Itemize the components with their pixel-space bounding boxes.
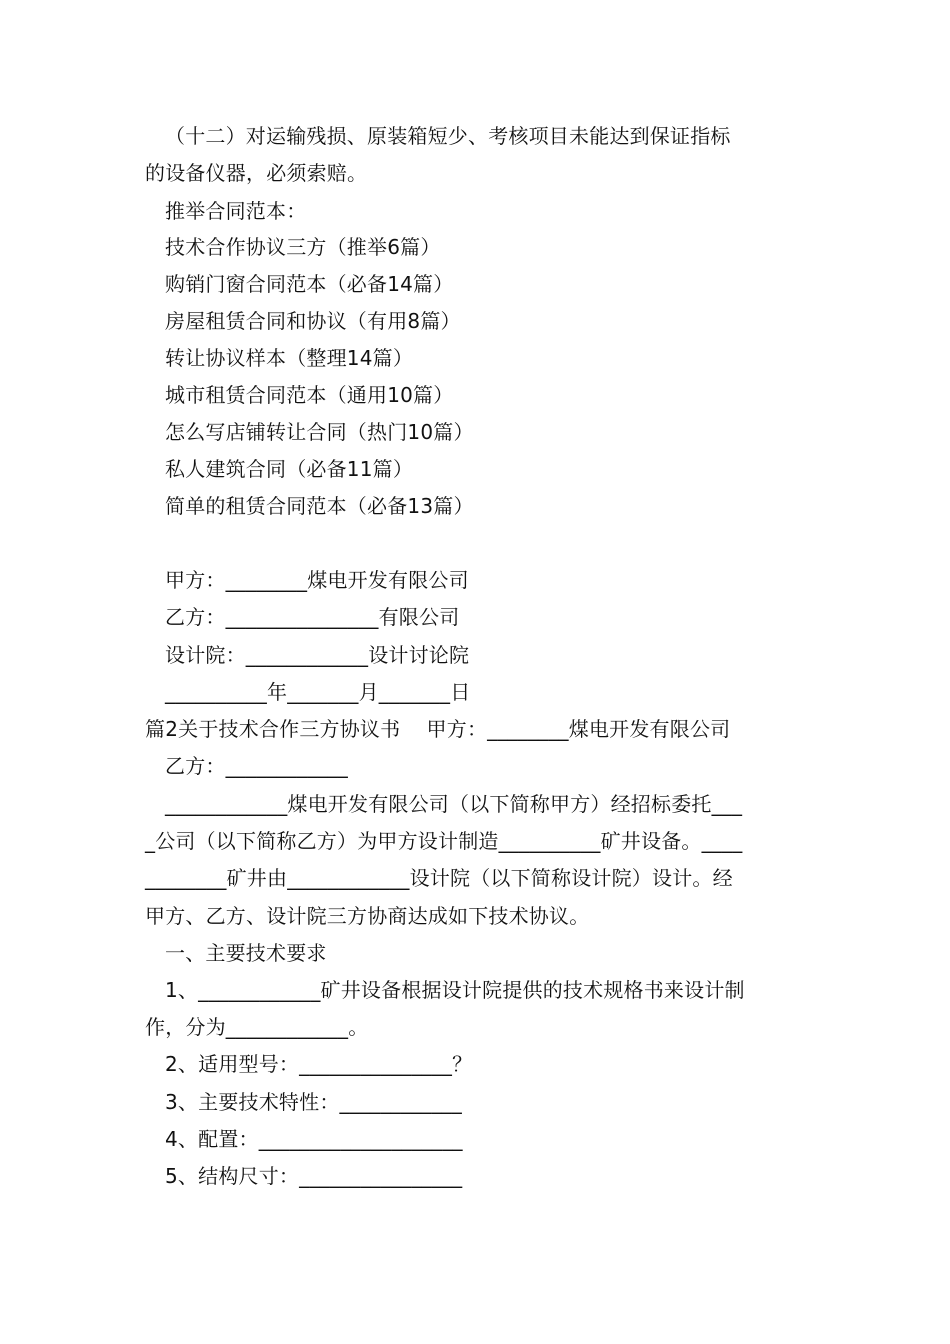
recommend-item[interactable]: 转让协议样本（整理14篇） [165, 346, 414, 370]
recommend-item[interactable]: 私人建筑合同（必备11篇） [165, 457, 414, 481]
paragraph-12-line-1: （十二）对运输残损、原装箱短少、考核项目未能达到保证指标 [165, 124, 731, 148]
recommend-item[interactable]: 技术合作协议三方（推举6篇） [165, 235, 441, 259]
recommend-item[interactable]: 房屋租赁合同和协议（有用8篇） [165, 309, 461, 333]
article-2-intro-line: _公司（以下简称乙方）为甲方设计制造__________矿井设备。____ [145, 829, 743, 853]
party-a-line: 甲方：________煤电开发有限公司 [165, 568, 469, 592]
recommend-item[interactable]: 简单的租赁合同范本（必备13篇） [165, 494, 474, 518]
paragraph-12-line-2: 的设备仪器，必须索赔。 [145, 161, 368, 185]
item-5: 5、结构尺寸：________________ [165, 1164, 463, 1188]
item-4: 4、配置：____________________ [165, 1127, 463, 1151]
recommend-title: 推举合同范本： [165, 199, 307, 223]
item-3: 3、主要技术特性：____________ [165, 1090, 462, 1114]
date-line: __________年_______月_______日 [165, 680, 471, 704]
article-2-intro-line: 甲方、乙方、设计院三方协商达成如下技术协议。 [145, 904, 590, 928]
recommend-item[interactable]: 城市租赁合同范本（通用10篇） [165, 383, 454, 407]
recommend-item[interactable]: 购销门窗合同范本（必备14篇） [165, 272, 454, 296]
article-2-party-b: 乙方：____________ [165, 754, 348, 778]
party-b-line: 乙方：_______________有限公司 [165, 605, 460, 629]
recommend-item[interactable]: 怎么写店铺转让合同（热门10篇） [165, 420, 474, 444]
item-2: 2、适用型号：_______________？ [165, 1052, 473, 1076]
article-2-intro-line: ____________煤电开发有限公司（以下简称甲方）经招标委托___ [165, 792, 743, 816]
item-1-line-2: 作，分为____________。 [145, 1015, 369, 1039]
section-1-title: 一、主要技术要求 [165, 941, 327, 965]
article-2-intro-line: ________矿井由____________设计院（以下简称设计院）设计。经 [145, 866, 733, 890]
design-institute-line: 设计院：____________设计讨论院 [165, 643, 470, 667]
article-2-heading: 篇2关于技术合作三方协议书 甲方：________煤电开发有限公司 [145, 717, 731, 741]
item-1-line-1: 1、____________矿井设备根据设计院提供的技术规格书来设计制 [165, 978, 745, 1002]
